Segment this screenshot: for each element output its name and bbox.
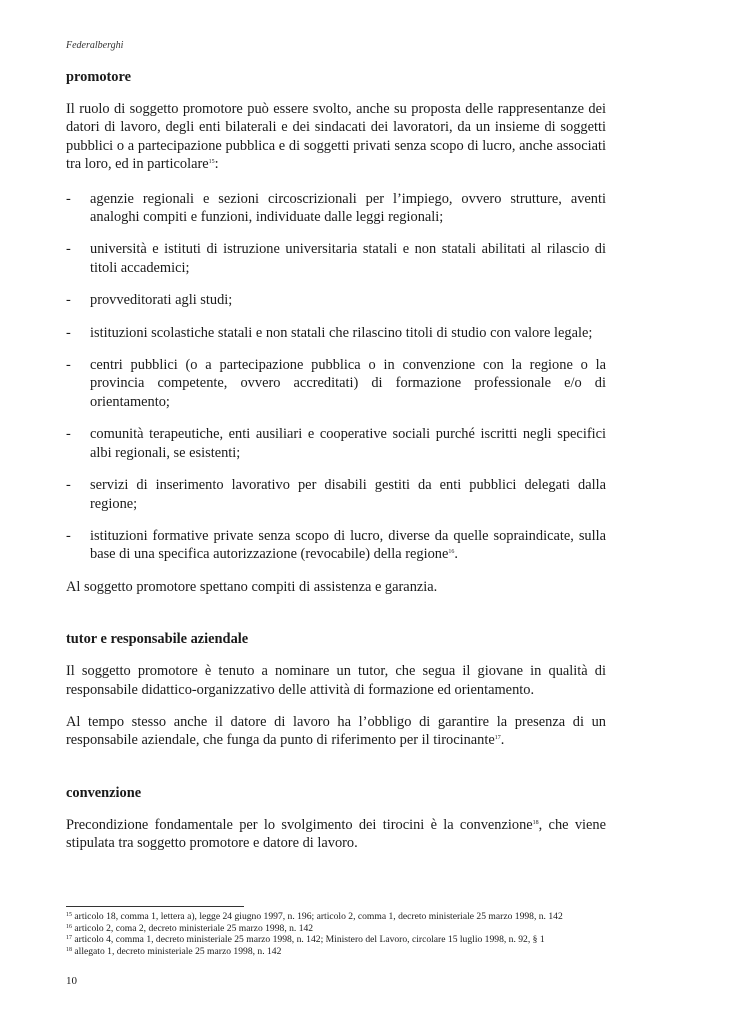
- tutor-paragraph-2-end: .: [500, 732, 505, 749]
- list-item-text: provveditorati agli studi;: [90, 292, 233, 309]
- section-title-promotore: promotore: [66, 69, 132, 85]
- footnote-ref-18: 18: [532, 819, 539, 826]
- tutor-paragraph-2-text: Al tempo stesso anche il datore di lavoro ha l’obbligo di garantire la presenza di un responsabile aziendale, che funga da punto di riferimento per il tirocinante: [66, 713, 606, 749]
- dash-marker: -: [66, 527, 71, 544]
- list-item: [66, 356, 606, 411]
- list-item-text: centri pubblici (o a partecipazione pubblica o in convenzione con la regione o la provincia competente, ovvero accreditati) di formazione professionale e/o di orientamento;: [90, 357, 606, 410]
- footnote-number: 16: [66, 923, 72, 930]
- list-item-text: istituzioni formative private senza scopo di lucro, diverse da quelle sopraindicate, sulla base di una specifica autorizzazione (revocabile) della regione: [90, 527, 606, 563]
- list-item: [66, 324, 606, 342]
- footnote: [66, 946, 606, 958]
- promotore-closing: Al soggetto promotore spettano compiti di assistenza e garanzia.: [66, 578, 438, 595]
- list-item: [66, 425, 606, 462]
- list-item: [66, 476, 606, 513]
- footnote-number: 17: [66, 935, 72, 942]
- convenzione-text-end: , che viene stipulata tra soggetto promotore e datore di lavoro.: [66, 816, 606, 852]
- list-item: [66, 190, 606, 227]
- footnote-number: 15: [66, 912, 72, 918]
- dash-marker: -: [66, 324, 71, 341]
- dash-marker: -: [66, 426, 71, 443]
- list-item-text: servizi di inserimento lavorativo per disabili gestiti da enti pubblici delegati dalla regione;: [90, 477, 606, 512]
- footnotes: [66, 906, 606, 957]
- list-item-text: agenzie regionali e sezioni circoscrizionali per l’impiego, ovvero strutture, aventi analoghi compiti e funzioni, individuate dalle leggi regionali;: [90, 190, 606, 226]
- promotore-intro-end: :: [214, 156, 219, 173]
- footnote-ref-17: 17: [494, 735, 501, 742]
- body-content: [66, 68, 606, 853]
- list-item: [66, 527, 606, 564]
- promotore-intro: [66, 100, 606, 174]
- section-title-convenzione: convenzione: [66, 784, 142, 801]
- list-item-text: università e istituti di istruzione universitaria statali e non statali abilitati al rilascio di titoli accademici;: [90, 241, 606, 276]
- footnote-text: articolo 18, comma 1, lettera a), legge 24 giugno 1997, n. 196; articolo 2, comma 1, decreto ministeriale 25 marzo 1998, n. 142: [72, 911, 563, 922]
- list-item-end: .: [454, 546, 458, 563]
- dash-marker: -: [66, 477, 71, 494]
- list-item: [66, 240, 606, 277]
- page-number: 10: [66, 975, 77, 987]
- section-title-tutor: tutor e responsabile aziendale: [66, 631, 249, 648]
- dash-marker: -: [66, 357, 71, 374]
- promotore-list: [66, 190, 606, 564]
- dash-marker: -: [66, 292, 71, 309]
- convenzione-text: Precondizione fondamentale per lo svolgimento dei tirocini è la convenzione: [66, 816, 533, 833]
- tutor-paragraph-1: Il soggetto promotore è tenuto a nominare un tutor, che segua il giovane in qualità di responsabile didattico-organizzativo delle attività di formazione ed orientamento.: [66, 663, 606, 698]
- list-item: [66, 291, 606, 309]
- footnote-ref-15: 15: [208, 159, 215, 166]
- footnote-text: articolo 2, coma 2, decreto ministeriale 25 marzo 1998, n. 142: [72, 922, 314, 934]
- list-item-text: comunità terapeutiche, enti ausiliari e cooperative sociali purché iscritti negli specifici albi regionali, se esistenti;: [90, 426, 606, 461]
- footnote: [66, 934, 606, 946]
- tutor-paragraph-2: [66, 713, 606, 750]
- convenzione-paragraph: [66, 816, 606, 853]
- promotore-intro-text: Il ruolo di soggetto promotore può essere svolto, anche su proposta delle rappresentanze dei datori di lavoro, degli enti bilaterali e dei sindacati dei lavoratori, da un insieme di soggetti pubblici o a partecipazione pubblica e di soggetti privati senza scopo di lucro, anche associati tra loro, ed in particolare: [66, 101, 606, 173]
- running-header: Federalberghi: [66, 40, 124, 51]
- list-item-text: istituzioni scolastiche statali e non statali che rilascino titoli di studio con valore legale;: [90, 324, 593, 341]
- footnote-text: allegato 1, decreto ministeriale 25 marzo 1998, n. 142: [72, 945, 282, 957]
- footnote-ref-16: 16: [448, 549, 455, 556]
- footnote: [66, 923, 606, 935]
- dash-marker: -: [66, 190, 71, 207]
- footnote-separator: [66, 906, 244, 907]
- dash-marker: -: [66, 241, 71, 258]
- footnote: [66, 911, 606, 923]
- footnote-text: articolo 4, comma 1, decreto ministeriale 25 marzo 1998, n. 142; Ministero del Lavoro, circolare 15 luglio 1998, n. 92, § 1: [72, 934, 545, 946]
- footnote-number: 18: [66, 946, 72, 953]
